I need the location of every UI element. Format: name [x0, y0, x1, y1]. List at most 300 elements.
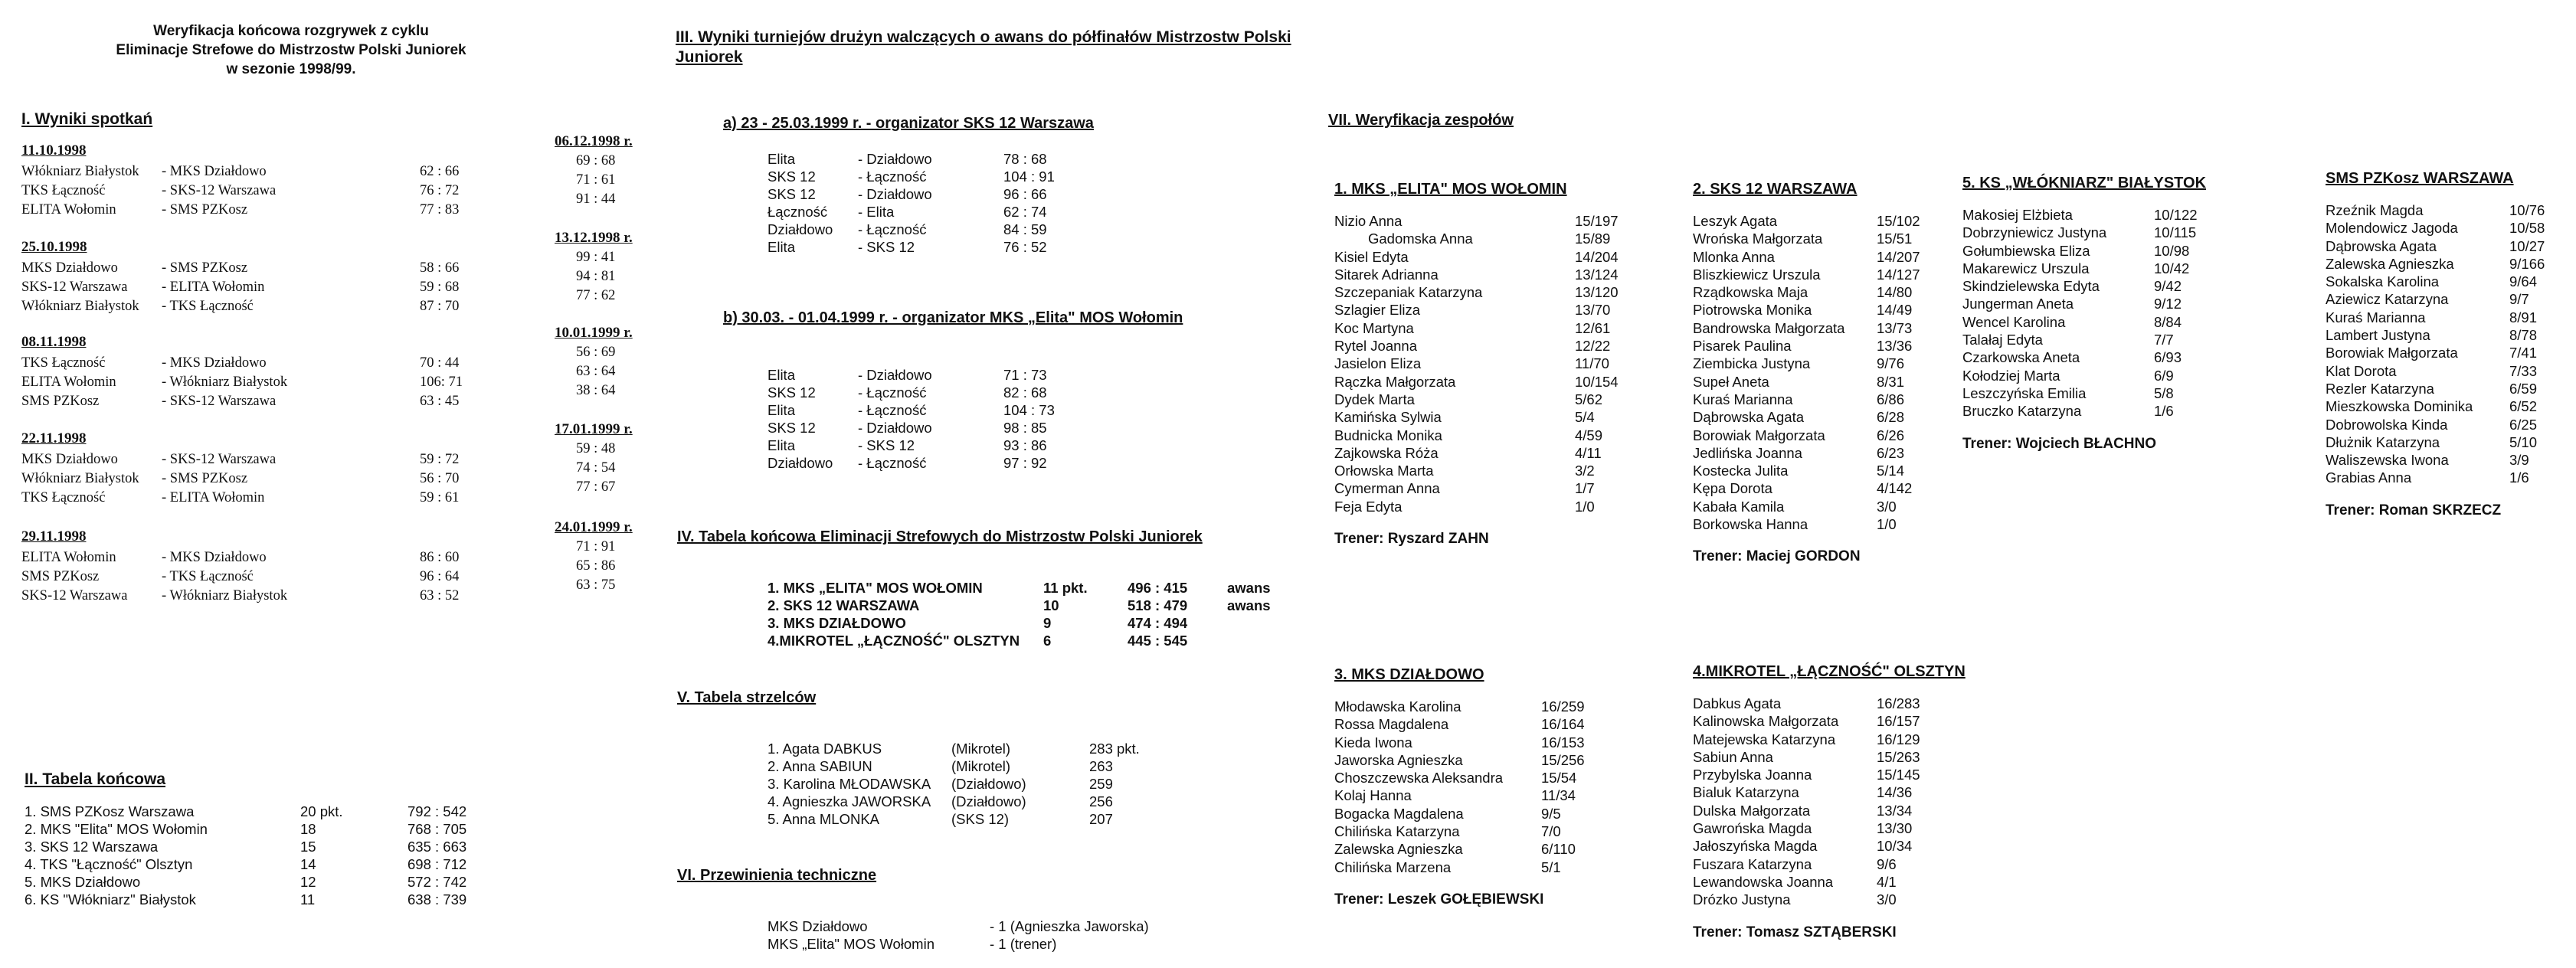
elim-table-row-cell: 474 : 494	[1128, 615, 1188, 631]
player-row	[1334, 715, 1585, 733]
score: 59 : 61	[420, 490, 460, 505]
rematch-score: 65 : 86	[576, 558, 616, 574]
player-row	[1693, 212, 1920, 230]
score: 96 : 64	[420, 569, 460, 584]
player-name: Fuszara Katarzyna	[1693, 855, 1812, 872]
player-name: Wrońska Małgorzata	[1693, 231, 1823, 247]
tournament-a-games	[768, 150, 1080, 256]
team-name: 1. MKS „ELITA" MOS WOŁOMIN	[1334, 181, 1567, 198]
elim-table-row-cell: 518 : 479	[1128, 597, 1188, 613]
game-row-cell: 98 : 85	[1003, 420, 1047, 436]
final-table-heading: II. Tabela końcowa	[25, 770, 165, 788]
foul-row	[768, 935, 1204, 953]
team-coach: Trener: Roman SKRZECZ	[2326, 502, 2502, 518]
player-row	[2326, 309, 2545, 326]
player-stats: 14/204	[1575, 248, 1619, 265]
final-table-row-cell: 4. TKS "Łączność" Olsztyn	[25, 856, 193, 872]
player-name: Skindzielewska Edyta	[1962, 278, 2100, 295]
player-name: Jedlińska Joanna	[1693, 444, 1802, 461]
player-name: Kalinowska Małgorzata	[1693, 713, 1839, 730]
final-table-row-cell: 792 : 542	[408, 803, 467, 819]
home-team: SKS-12 Warszawa	[21, 280, 128, 295]
scorers-table	[768, 740, 1181, 828]
game-row-cell: Elita	[768, 437, 795, 453]
player-stats: 9/64	[2509, 273, 2538, 290]
player-stats: 13/36	[1877, 338, 1913, 355]
home-team: Włókniarz Białystok	[21, 471, 139, 486]
player-row	[1334, 479, 1619, 497]
player-stats: 16/164	[1541, 716, 1585, 733]
player-stats: 13/124	[1575, 266, 1619, 283]
elim-table-row	[768, 632, 1288, 649]
team-coach: Trener: Wojciech BŁACHNO	[1962, 435, 2157, 452]
game-row-cell: 96 : 66	[1003, 186, 1047, 202]
game-row-cell: Działdowo	[768, 455, 833, 471]
scorer-row	[768, 810, 1181, 828]
player-row	[1334, 391, 1619, 408]
game-row-cell: - Łączność	[858, 221, 927, 237]
round-block	[21, 325, 634, 426]
player-row	[1334, 462, 1619, 479]
player-row	[2326, 433, 2545, 451]
player-name: Kabała Kamila	[1693, 498, 1785, 515]
elim-table-row-cell	[1227, 614, 1288, 632]
player-name: Koc Martyna	[1334, 319, 1414, 336]
foul-row-cell: - 1 (Agnieszka Jaworska)	[990, 918, 1149, 934]
player-row	[1962, 313, 2198, 331]
game-row-cell: 97 : 92	[1003, 455, 1047, 471]
scorer-row	[768, 775, 1181, 793]
player-stats: 6/59	[2509, 380, 2538, 397]
player-stats: 6/25	[2509, 416, 2538, 433]
player-stats: 14/49	[1877, 302, 1913, 319]
player-name: Makosiej Elżbieta	[1962, 207, 2073, 223]
final-table-row-cell: 6. KS "Włókniarz" Białystok	[25, 891, 196, 908]
scorer-row-cell: (Działdowo)	[951, 793, 1026, 809]
player-row	[1693, 891, 1920, 908]
player-stats: 13/30	[1877, 820, 1913, 837]
scorer-row-cell: 263	[1089, 758, 1113, 774]
player-stats: 1/0	[1575, 498, 1595, 515]
final-table-row-cell: 5. MKS Działdowo	[25, 874, 141, 890]
player-row	[1334, 230, 1619, 247]
player-stats: 6/93	[2154, 349, 2182, 366]
player-row	[1334, 698, 1585, 715]
foul-row	[768, 917, 1204, 935]
player-stats: 6/86	[1877, 391, 1905, 407]
player-name: Borowiak Małgorzata	[2326, 345, 2458, 361]
player-row	[2326, 397, 2545, 415]
player-stats: 14/80	[1877, 284, 1913, 301]
game-row	[768, 203, 1080, 221]
player-name: Bialuk Katarzyna	[1693, 784, 1799, 801]
team-card	[1693, 663, 1966, 941]
final-table-row-cell: 638 : 739	[408, 891, 467, 908]
verification-heading: VII. Weryfikacja zespołów	[1328, 112, 1514, 129]
away-team: - SKS-12 Warszawa	[162, 452, 277, 467]
elim-table-row-cell: 2. SKS 12 WARSZAWA	[768, 597, 920, 613]
player-stats: 5/14	[1877, 463, 1905, 479]
scorer-row-cell: 283 pkt.	[1089, 741, 1140, 757]
player-row	[1962, 367, 2198, 384]
player-row	[2326, 326, 2545, 344]
game-row	[768, 401, 1080, 419]
final-table-row-cell: 2. MKS "Elita" MOS Wołomin	[25, 821, 208, 837]
player-row	[1334, 319, 1619, 337]
team-name: 4.MIKROTEL „ŁĄCZNOŚĆ" OLSZTYN	[1693, 663, 1966, 680]
player-name: Kieda Iwona	[1334, 734, 1412, 751]
scorer-row	[768, 757, 1181, 775]
player-stats: 6/110	[1541, 841, 1576, 858]
score: 76 : 72	[420, 183, 460, 198]
game-row-cell: 93 : 86	[1003, 437, 1047, 453]
final-table-row-cell: 768 : 705	[408, 821, 467, 837]
away-team: - ELITA Wołomin	[162, 490, 265, 505]
player-stats: 5/8	[2154, 384, 2174, 401]
player-stats: 16/283	[1877, 695, 1920, 711]
rematch-score: 77 : 62	[576, 288, 616, 303]
final-table-row-cell: 15	[300, 839, 316, 855]
player-stats: 7/7	[2154, 332, 2174, 348]
home-team: SMS PZKosz	[21, 569, 100, 584]
player-stats: 5/62	[1575, 391, 1603, 407]
game-row-cell: Elita	[768, 239, 795, 255]
tournaments-heading-line1: III. Wyniki turniejów drużyn walczących o awans do półfinałów Mistrzostw Polski	[676, 28, 1291, 46]
player-name: Matejewska Katarzyna	[1693, 731, 1836, 747]
player-row	[1693, 819, 1920, 837]
team-name: 5. KS „WŁÓKNIARZ" BIAŁYSTOK	[1962, 175, 2207, 191]
player-row	[1334, 408, 1619, 426]
player-name: Rzeźnik Magda	[2326, 202, 2424, 218]
final-table-row	[25, 838, 499, 855]
player-row	[1693, 248, 1920, 266]
player-stats: 3/0	[1877, 498, 1897, 515]
game-row	[768, 168, 1080, 185]
game-row	[768, 454, 1080, 472]
game-row-cell: 104 : 91	[1003, 168, 1055, 185]
player-name: Zalewska Agnieszka	[1334, 841, 1463, 858]
player-name: Bogacka Magdalena	[1334, 805, 1464, 822]
player-stats: 15/256	[1541, 751, 1585, 768]
player-stats: 15/54	[1541, 770, 1577, 786]
player-stats: 9/166	[2509, 255, 2545, 272]
player-name: Czarkowska Aneta	[1962, 349, 2080, 366]
player-name: Klat Dorota	[2326, 362, 2397, 379]
game-row-cell: 84 : 59	[1003, 221, 1047, 237]
player-name: Bliszkiewicz Urszula	[1693, 266, 1821, 283]
game-row-cell: 82 : 68	[1003, 384, 1047, 401]
rematch-score: 69 : 68	[576, 153, 616, 168]
player-stats: 4/142	[1877, 480, 1913, 497]
player-row	[1334, 822, 1585, 840]
scorer-row-cell: 5. Anna MLONKA	[768, 811, 880, 827]
player-stats: 5/10	[2509, 433, 2538, 450]
away-team: - SKS-12 Warszawa	[162, 394, 277, 409]
player-row	[1334, 248, 1619, 266]
away-team: - SMS PZKosz	[162, 471, 248, 486]
game-row-cell: - Działdowo	[858, 367, 932, 383]
player-row	[1693, 479, 1920, 497]
final-table-row-cell: 3. SKS 12 Warszawa	[25, 839, 159, 855]
scorer-row-cell: (Mikrotel)	[951, 758, 1011, 774]
score: 70 : 44	[420, 355, 460, 371]
scorer-row-cell: (SKS 12)	[951, 811, 1010, 827]
player-name: Zalewska Agnieszka	[2326, 255, 2454, 272]
round-block	[21, 519, 634, 620]
player-row	[1693, 337, 1920, 355]
player-name: Cymerman Anna	[1334, 480, 1440, 497]
team-coach: Trener: Leszek GOŁĘBIEWSKI	[1334, 891, 1544, 908]
player-stats: 10/154	[1575, 373, 1619, 390]
game-row-cell: Elita	[768, 367, 795, 383]
player-name: Gołumbiewska Eliza	[1962, 242, 2090, 259]
away-team: - SKS-12 Warszawa	[162, 183, 277, 198]
player-stats: 4/11	[1575, 444, 1602, 461]
round-block	[21, 230, 634, 331]
final-table-row-cell: 18	[300, 821, 316, 837]
game-row-cell: 104 : 73	[1003, 402, 1055, 418]
player-row	[1693, 373, 1920, 391]
player-stats: 9/5	[1541, 805, 1561, 822]
title-line-2: Eliminacje Strefowe do Mistrzostw Polski Juniorek	[116, 42, 466, 58]
away-team: - TKS Łączność	[162, 299, 254, 314]
player-row	[2326, 201, 2545, 219]
player-row	[1693, 391, 1920, 408]
player-stats: 1/6	[2154, 403, 2174, 420]
player-name: Wencel Karolina	[1962, 313, 2066, 330]
team-roster	[1693, 695, 1920, 909]
player-name: Bruczko Katarzyna	[1962, 403, 2082, 420]
player-stats: 10/122	[2154, 207, 2198, 223]
elim-table-row-cell: 3. MKS DZIAŁDOWO	[768, 615, 906, 631]
game-row	[768, 185, 1080, 203]
player-stats: 3/2	[1575, 463, 1595, 479]
foul-row-cell: - 1 (trener)	[990, 936, 1057, 952]
home-team: MKS Działdowo	[21, 452, 118, 467]
scorers-heading: V. Tabela strzelców	[677, 689, 817, 706]
elim-table-row-cell: 496 : 415	[1128, 580, 1188, 596]
game-row-cell: 78 : 68	[1003, 151, 1047, 167]
player-stats: 12/61	[1575, 319, 1611, 336]
game-row-cell: - Elita	[858, 204, 895, 220]
player-name: Młodawska Karolina	[1334, 698, 1461, 715]
player-name: Dydek Marta	[1334, 391, 1415, 407]
player-row	[1334, 212, 1619, 230]
team-coach: Trener: Maciej GORDON	[1693, 548, 1861, 565]
player-stats: 14/127	[1877, 266, 1920, 283]
score: 86 : 60	[420, 550, 460, 565]
rematch-score: 59 : 48	[576, 441, 616, 456]
scorer-row-cell: (Działdowo)	[951, 776, 1026, 792]
player-stats: 15/145	[1877, 767, 1920, 783]
player-name: Kępa Dorota	[1693, 480, 1772, 497]
away-team: - Włókniarz Białystok	[162, 374, 288, 390]
title-line-1: Weryfikacja końcowa rozgrywek z cyklu	[153, 23, 429, 39]
player-row	[1334, 266, 1619, 283]
player-stats: 10/34	[1877, 838, 1913, 855]
final-table-row-cell: 14	[300, 856, 316, 872]
rematch-score: 91 : 44	[576, 191, 616, 207]
game-row-cell: SKS 12	[768, 420, 816, 436]
away-team: - ELITA Wołomin	[162, 280, 265, 295]
game-row-cell: Łączność	[768, 204, 828, 220]
player-row	[1334, 751, 1585, 769]
player-row	[1962, 206, 2198, 224]
player-name: Choszczewska Aleksandra	[1334, 770, 1504, 786]
round-date: 11.10.1998	[21, 142, 87, 159]
player-stats: 6/23	[1877, 444, 1905, 461]
team-card	[1693, 181, 1920, 565]
player-row	[2326, 416, 2545, 433]
team-roster	[2326, 201, 2545, 487]
player-name: Waliszewska Iwona	[2326, 452, 2449, 469]
player-row	[1334, 769, 1585, 786]
player-name: Szlagier Eliza	[1334, 302, 1421, 319]
player-name: Gawrońska Magda	[1693, 820, 1812, 837]
player-name: Bandrowska Małgorzata	[1693, 319, 1845, 336]
home-team: TKS Łączność	[21, 490, 106, 505]
player-stats: 3/9	[2509, 452, 2529, 469]
player-name: Grabias Anna	[2326, 469, 2412, 486]
scorer-row	[768, 793, 1181, 810]
player-row	[1693, 766, 1920, 783]
game-row-cell: 71 : 73	[1003, 367, 1047, 383]
player-name: Kostecka Julita	[1693, 463, 1789, 479]
player-row	[1693, 408, 1920, 426]
away-team: - MKS Działdowo	[162, 164, 267, 179]
game-row	[768, 419, 1080, 437]
player-name: Dłużnik Katarzyna	[2326, 433, 2440, 450]
game-row-cell: Elita	[768, 151, 795, 167]
rematch-score: 38 : 64	[576, 383, 616, 398]
player-name: Makarewicz Urszula	[1962, 260, 2090, 276]
team-roster	[1962, 206, 2198, 420]
scorer-row-cell: 256	[1089, 793, 1113, 809]
team-coach: Trener: Ryszard ZAHN	[1334, 531, 1489, 548]
player-name: Dobrowolska Kinda	[2326, 416, 2448, 433]
tournaments-heading	[676, 28, 1291, 67]
elim-table-row-cell: 9	[1043, 615, 1052, 631]
elim-table-heading: IV. Tabela końcowa Eliminacji Strefowych do Mistrzostw Polski Juniorek	[677, 528, 1203, 545]
player-row	[2326, 380, 2545, 397]
elim-table-row	[768, 579, 1288, 597]
game-row-cell: SKS 12	[768, 384, 816, 401]
title-line-3: w sezonie 1998/99.	[226, 61, 356, 77]
player-row	[1693, 731, 1920, 748]
player-stats: 16/259	[1541, 698, 1585, 715]
player-name: Piotrowska Monika	[1693, 302, 1812, 319]
player-row	[1693, 230, 1920, 247]
home-team: TKS Łączność	[21, 355, 106, 371]
score: 63 : 52	[420, 588, 460, 603]
final-table-row-cell: 1. SMS PZKosz Warszawa	[25, 803, 195, 819]
player-row	[1334, 427, 1619, 444]
player-name: Borkowska Hanna	[1693, 516, 1808, 533]
player-stats: 13/34	[1877, 802, 1913, 819]
fouls-table	[768, 917, 1204, 953]
player-name: Budnicka Monika	[1334, 427, 1442, 443]
player-row	[1693, 462, 1920, 479]
team-card	[1962, 175, 2206, 453]
final-table-row	[25, 803, 499, 820]
rematch-score: 56 : 69	[576, 345, 616, 360]
foul-row-cell: MKS Działdowo	[768, 918, 868, 934]
score: 63 : 45	[420, 394, 460, 409]
game-row-cell: Działdowo	[768, 221, 833, 237]
final-table-row	[25, 855, 499, 873]
elim-table	[768, 579, 1288, 649]
scorer-row-cell: 1. Agata DABKUS	[768, 741, 882, 757]
game-row-cell: - Łączność	[858, 168, 927, 185]
player-row	[1962, 402, 2198, 420]
player-stats: 5/1	[1541, 858, 1561, 875]
final-table-row-cell: 20 pkt.	[300, 803, 343, 819]
game-row	[768, 437, 1080, 454]
game-row-cell: Elita	[768, 402, 795, 418]
final-table-row-cell: 12	[300, 874, 316, 890]
player-row	[2326, 255, 2545, 273]
player-stats: 12/22	[1575, 338, 1611, 355]
game-row-cell: - SKS 12	[858, 239, 915, 255]
player-name: Sokalska Karolina	[2326, 273, 2440, 290]
player-stats: 10/76	[2509, 202, 2545, 218]
game-row-cell: - Łączność	[858, 384, 927, 401]
player-row	[1962, 277, 2198, 295]
player-name: Zajkowska Róża	[1334, 444, 1439, 461]
player-name: Dąbrowska Agata	[2326, 237, 2437, 254]
player-name: Kolaj Hanna	[1334, 787, 1412, 804]
player-name: Feja Edyta	[1334, 498, 1403, 515]
player-name: Orłowska Marta	[1334, 463, 1434, 479]
team-roster	[1334, 698, 1585, 876]
player-row	[1334, 355, 1619, 372]
round-date: 25.10.1998	[21, 239, 87, 255]
final-table-row	[25, 820, 499, 838]
away-team: - SMS PZKosz	[162, 260, 248, 276]
home-team: ELITA Wołomin	[21, 202, 116, 217]
player-name: Rossa Magdalena	[1334, 716, 1449, 733]
player-row	[2326, 344, 2545, 361]
foul-row-cell: MKS „Elita" MOS Wołomin	[768, 936, 934, 952]
away-team: - MKS Działdowo	[162, 550, 267, 565]
player-stats: 6/28	[1877, 409, 1905, 426]
home-team: SMS PZKosz	[21, 394, 100, 409]
rematch-score: 71 : 91	[576, 539, 616, 554]
elim-table-row-cell: 1. MKS „ELITA" MOS WOŁOMIN	[768, 580, 983, 596]
final-table-row-cell: 572 : 742	[408, 874, 467, 890]
rematch-score: 94 : 81	[576, 269, 616, 284]
player-row	[1693, 837, 1920, 855]
player-stats: 6/26	[1877, 427, 1905, 443]
player-stats: 15/263	[1877, 748, 1920, 765]
scorer-row-cell: 4. Agnieszka JAWORSKA	[768, 793, 931, 809]
tournaments-heading-line2: Juniorek	[676, 48, 743, 66]
player-name: Przybylska Joanna	[1693, 767, 1812, 783]
player-row	[1334, 858, 1585, 876]
player-stats: 10/42	[2154, 260, 2190, 276]
player-stats: 15/197	[1575, 213, 1619, 229]
player-stats: 8/31	[1877, 373, 1905, 390]
player-stats: 10/58	[2509, 220, 2545, 237]
player-name: Lambert Justyna	[2326, 327, 2430, 344]
away-team: - MKS Działdowo	[162, 355, 267, 371]
home-team: Włókniarz Białystok	[21, 164, 139, 179]
elim-table-row	[768, 614, 1288, 632]
elim-table-row-cell: awans	[1227, 580, 1271, 596]
player-stats: 10/27	[2509, 237, 2545, 254]
player-name: Leszyk Agata	[1693, 213, 1778, 229]
player-row	[2326, 237, 2545, 255]
